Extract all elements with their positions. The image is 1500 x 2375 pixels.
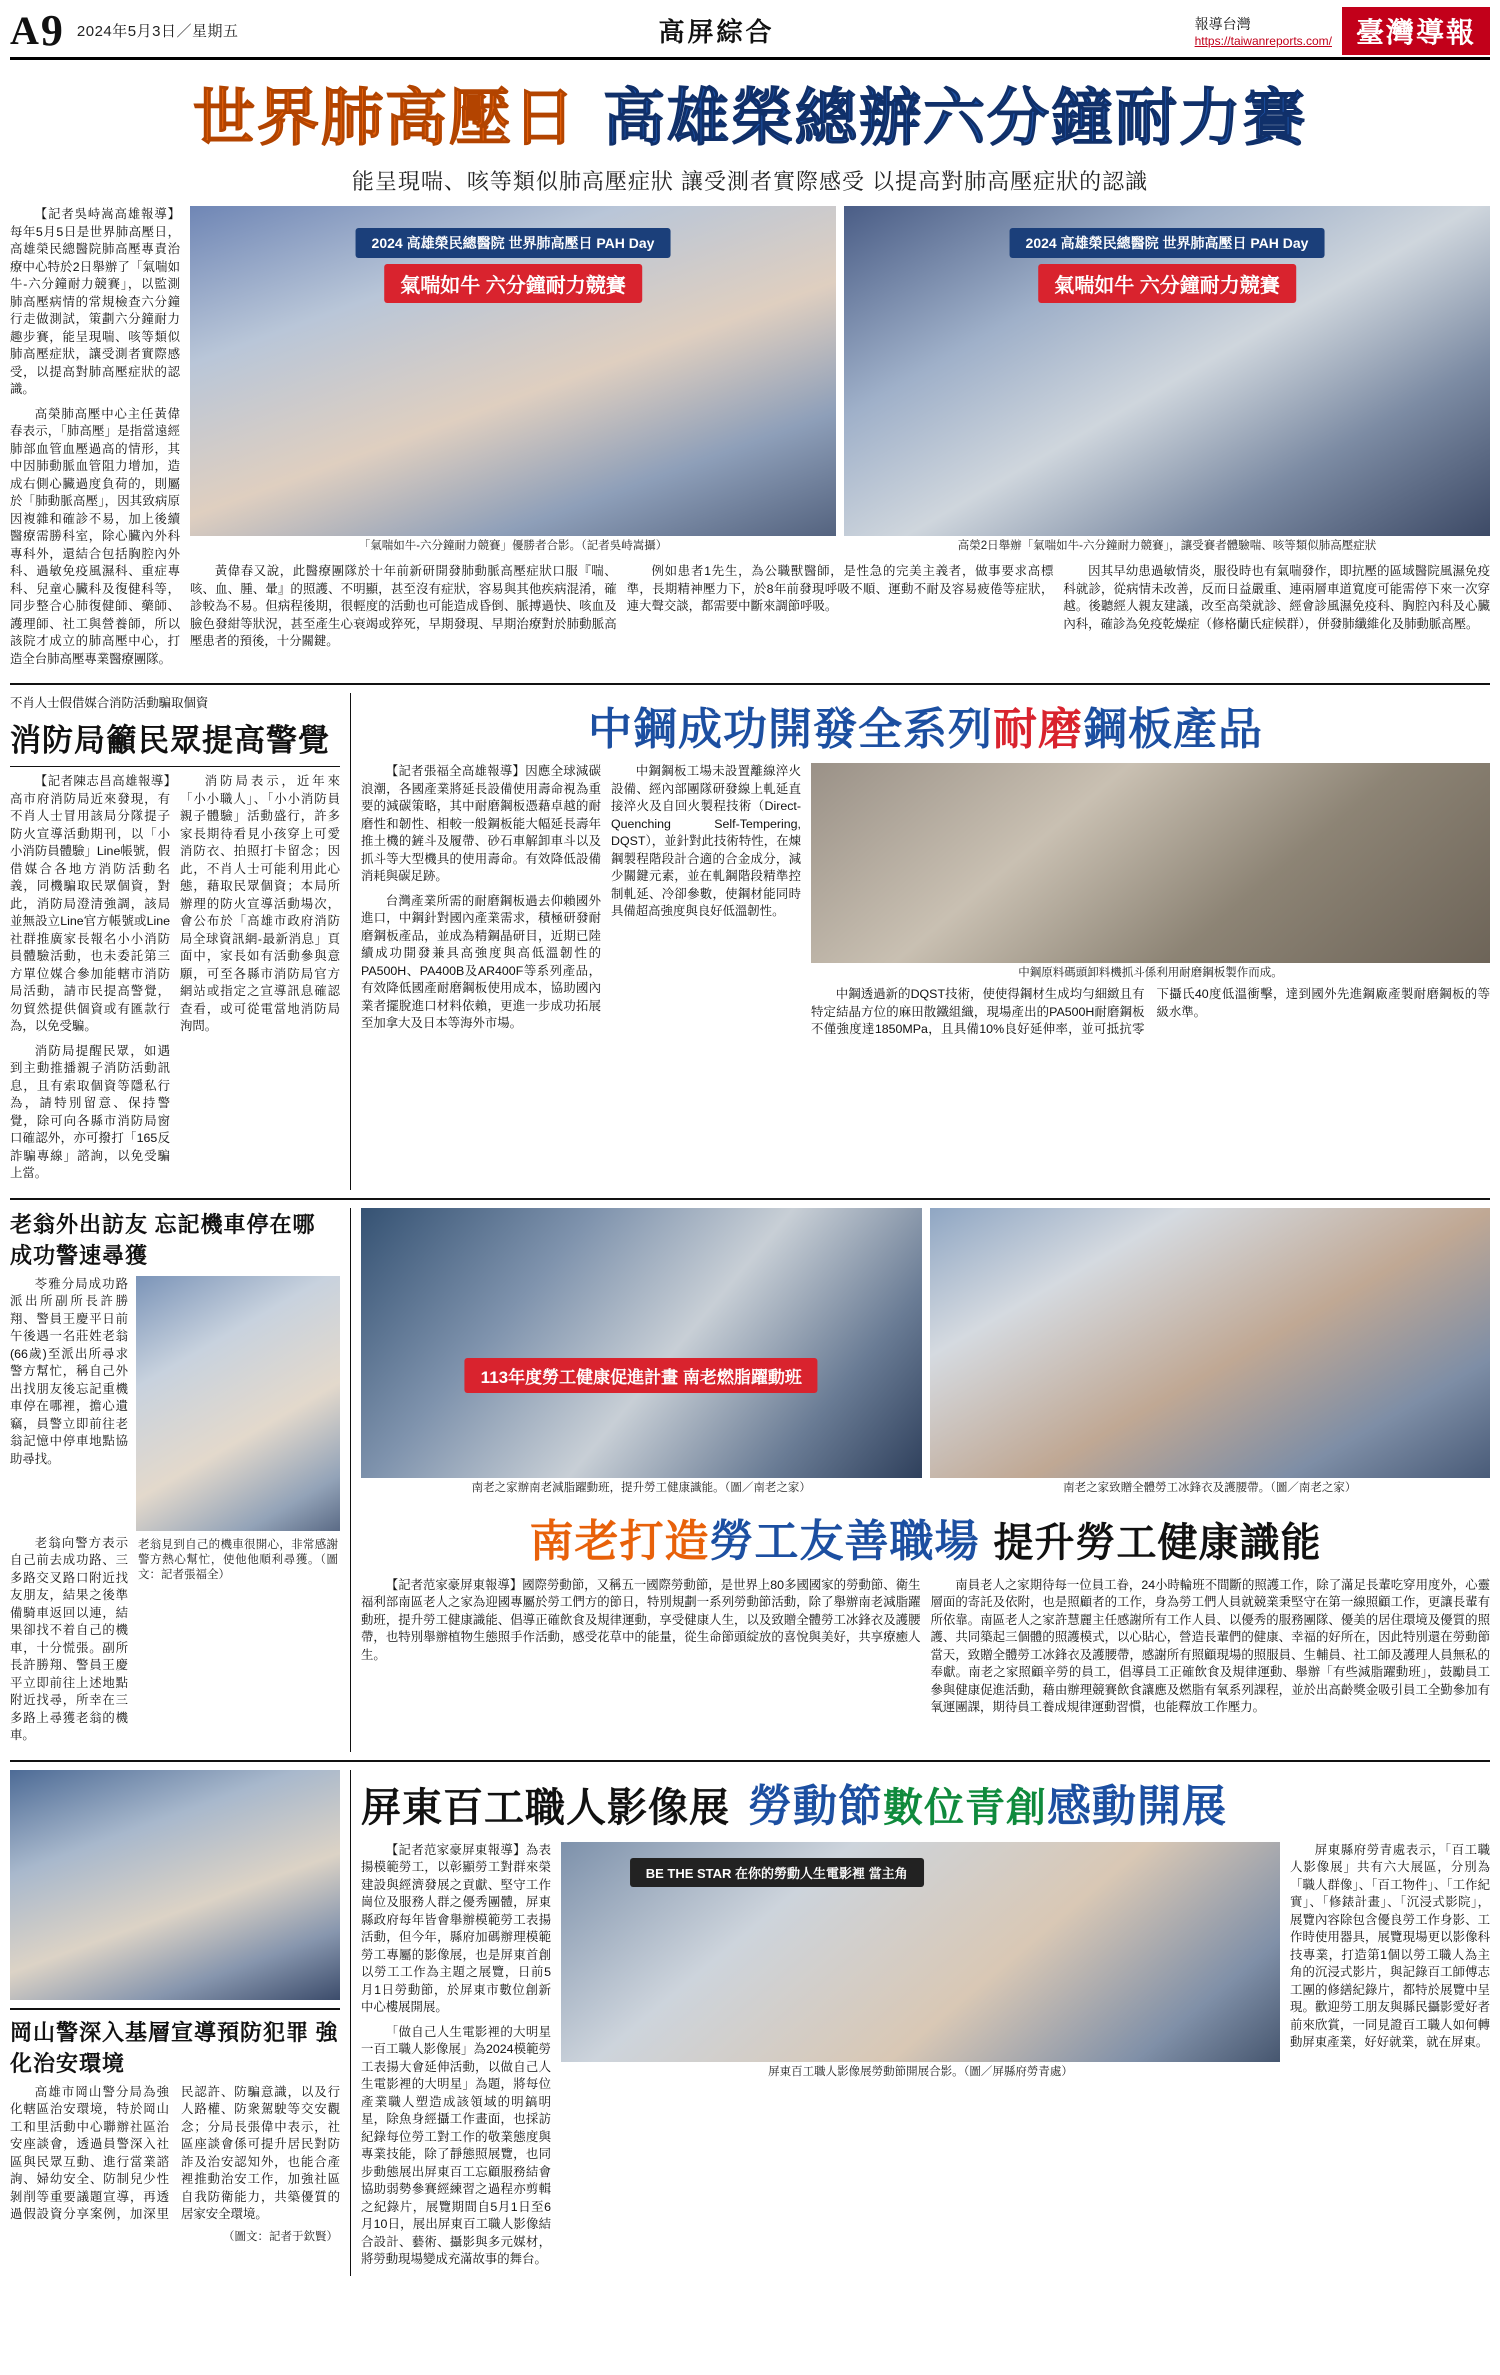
- scooter-paragraph: 苓雅分局成功路派出所副所長許勝翔、警員王慶平日前午後遇一名莊姓老翁(66歲)至派出所尋求警方幫忙，稱自己外出找朋友後忘記重機車停在哪裡，擔心遺竊，員警立即前往老翁記憶中停車地點協助尋找。: [10, 1276, 128, 1466]
- page-badge: [10, 5, 63, 55]
- lead-paragraph: 高榮肺高壓中心主任黃偉春表示，「肺高壓」是指當遠經肺部血管血壓過高的情形，其中因肺動脈血管阻力增加，造成右側心臟過度負荷的，則屬於「肺動脈高壓」，因其致病原因複雜和確診不易，加上後續醫療需勝科室，除心臟內外科專科外，還結合包括胸腔內外科、過敏免疫風濕科、重症專科、兒童心臟科及復健科等，同步整合心肺復健師、藥師、護理師、社工與營養師，所以該院才成立的肺高壓中心，打造全台肺高壓專業醫療團隊。: [10, 406, 180, 666]
- expo-photo: [561, 1842, 1280, 2062]
- steel-body-col2: [611, 763, 801, 1040]
- steel-paragraph: 中鋼透過新的DQST技術，使使得鋼材生成均勻細緻且有特定結晶方位的麻田散鐵組織，現場產出的PA500H耐磨鋼板不僅強度達1850MPa，且具備10%良好延伸率，並可抵抗零下攝氏40度低溫衝擊，達到國外先進鋼廠產製耐磨鋼板的等級水準。: [811, 987, 1490, 1036]
- labor-caption-left: 南老之家辦南老減脂躍動班，提升勞工健康識能。（圖／南老之家）: [471, 1481, 811, 1494]
- scooter-paragraph: 老翁向警方表示自己前去成功路、三多路交叉路口附近找友朋友，結果之後準備騎車返回以連，結果卻找不着自己的機車，十分慌張。副所長許勝翔、警員王慶平立即前往上述地點附近找尋，所幸在三多路上尋獲老翁的機車。: [10, 1535, 128, 1742]
- steel-headline: [361, 693, 1490, 757]
- labor-headline: [361, 1505, 1490, 1569]
- steel-headline-part1: 中鋼成功開發全系列: [588, 705, 993, 754]
- publisher-url[interactable]: https://taiwanreports.com/: [1194, 33, 1332, 48]
- labor-headline-part2: 勞工友善職場: [709, 1516, 980, 1566]
- issue-date: 2024年5月3日／星期五: [76, 23, 239, 40]
- steel-paragraph: 【記者張福全高雄報導】因應全球減碳浪潮，各國產業將延長設備使用壽命視為重要的減碳策略，其中耐磨鋼板憑藉卓越的耐磨性和韌性、相較一般鋼板能大幅延長壽年推土機的鏟斗及履帶、砂石車解卸車斗以及抓斗等大型機具的使用壽命。有效降低設備消耗與碳足跡。: [361, 764, 601, 883]
- scooter-body-col2: [10, 1535, 128, 1752]
- lead-subhead: 能呈現喘、咳等類似肺高壓症狀 讓受測者實際感受 以提高對肺高壓症狀的認識: [351, 169, 1149, 194]
- steel-paragraph: 中鋼鋼板工場未設置離線淬火設備、經內部團隊研發線上軋延直接淬火及自回火製程技術（Direct-Quenching Self-Tempering, DQST），並針對此技術特性，在煉鋼製程階段計合適的合金成分，減少關鍵元素，並在軋鋼階段精準控制軋延、冷卻參數，使鋼材能同時具備超高強度與良好低溫韌性。: [611, 764, 801, 918]
- lead-paragraph: 例如患者1先生，為公職獸醫師，是性急的完美主義者，做事要求高標準，長期精神壓力下，於8年前發現呼吸不順、運動不耐及容易疲倦等症狀，連大聲交談，都需要中斷來調節呼吸。: [626, 564, 1054, 613]
- expo-headline-part2: 勞動節: [748, 1781, 883, 1831]
- labor-paragraph: 南員老人之家期待每一位員工眷，24小時輪班不間斷的照護工作，除了滿足長輩吃穿用度外，心靈層面的寄託及依附，也是照顧者的工作，身為勞工們人員就競業秉堅守在第一線照顧工作，更讓長輩有所依靠。南區老人之家許慧麗主任感謝所有工作人員、以優秀的服務團隊、優美的居住環境及優質的照護、共同築起三個體的照護模式，以心貼心，營造長輩們的健康、幸福的好所在，因此特別還在勞動節當天，致贈全體勞工冰鋒衣及護腰帶，感謝所有照顧現場的照服員、生輔員、社工師及護理人員無私的奉獻。南老之家照顧辛勞的員工，倡導員工正確飲食及規律運動、舉辦「有些減脂躍動班」，鼓勵員工參與健康促進活動，藉由辦理競賽飲食讓應及燃脂有氧系列課程，並於出高齡獎金吸引員工全勤參加有氧運團課，期待員工養成規律運動習慣，也能釋放工作壓力。: [930, 1577, 1490, 1714]
- labor-paragraph: 【記者范家豪屏東報導】國際勞動節，又稱五一國際勞動節，是世界上80多國國家的勞動節、衛生福利部南區老人之家為迎國專屬於勞工們方的節日，特別規劃一系列勞動節活動，除了舉辦南老減脂躍動班，提升勞工健康識能、倡導正確飲食及規律運動，享受健康人生，以及致贈全體勞工冰鋒衣及護腰帶，也特別舉辦植物生態照手作活動，感受花草中的能量，從生命節頭綻放的喜悅與美好，共享療癒人生。: [361, 1577, 921, 1662]
- expo-paragraph: 【記者范家豪屏東報導】為表揚模範勞工，以彰顯勞工對群來榮建設與經濟發展之貢獻、堅守工作崗位及服務人群之優秀團體，屏東縣政府每年皆會舉辦模範勞工表揚活動，但今年，縣府加碼辦理模範勞工專屬的影像展，也是屏東首創以勞工工作為主題之展覽，日前5月1日勞動節，於屏東市數位創新中心樓展開展。: [361, 1842, 551, 2014]
- expo-paragraph: 「做自己人生電影裡的大明星一百工職人影像展」為2024模範勞工表揚大會延伸活動，以做自己人生電影裡的大明星」為題，將每位產業職人塑造成該領域的明鎬明星，除魚身經攝工作畫面，也採訪紀錄每位勞工對工作的敬業態度與專業技能，除了靜態照展覽，也同步動態展出屏東百工忘顧服務結會協助弱勢參賽經練習之過程亦剪輯之紀錄片，展覽期間自5月1日至6月10日，展出屏東百工職人影像結合設計、藝術、攝影與多元媒材，將勞動現場變成充滿故事的舞台。: [361, 2024, 551, 2266]
- labor-body-col2: [931, 1577, 1491, 1724]
- lead-paragraph: 黃偉春又說，此醫療團隊於十年前新研開發肺動脈高壓症狀口服『喘、咳、血、腫、暈』的照護、不明顯，甚至沒有症狀，容易與其他疾病混淆，確診較為不易。但病程後期，很輕度的活動也可能造成昏倒、脈搏過快、咳血及臉色發紺等狀況，甚至產生心衰竭或猝死，早期發現、早期治療對於肺動脈高壓患者的預後，十分關鍵。: [190, 564, 617, 648]
- fire-kicker: 不肖人士假借媒合消防活動騙取個資: [10, 696, 209, 710]
- scooter-caption: 老翁見到自己的機車很開心，非常感謝警方熱心幫忙，使他他順利尋獲。（圖文：記者張福全）: [138, 1538, 338, 1581]
- section-title: 高屏綜合: [658, 17, 775, 47]
- expo-headline-part1: 屏東百工職人影像展: [361, 1784, 730, 1830]
- labor-photo-left: [361, 1208, 922, 1478]
- steel-caption: 中鋼原料碼頭卸料機抓斗係利用耐磨鋼板製作而成。: [1018, 967, 1283, 979]
- labor-headline-part1: 南老打造: [529, 1516, 710, 1566]
- lead-photo2-banner2: 氣喘如牛 六分鐘耐力競賽: [1038, 264, 1296, 303]
- fire-body-col2: [180, 773, 340, 1190]
- steel-headline-highlight: 耐磨: [993, 705, 1083, 754]
- scooter-body-col1: [10, 1276, 128, 1531]
- police-photo: [10, 1770, 340, 2000]
- scooter-headline: 老翁外出訪友 忘記機車停在哪 成功警速尋獲: [10, 1211, 316, 1268]
- steel-paragraph: 台灣產業所需的耐磨鋼板過去仰賴國外進口，中鋼針對國內產業需求，積極研發耐磨鋼板產品，並成為精鋼晶研目，近期已陸續成功開發兼具高強度與高低溫韌性的PA500H、PA400B及AR400F等系列產品，有效降低國產耐磨鋼板使用成本，協助國內業者擺脫進口材料依賴，更進一步成功拓展至加拿大及日本等海外市場。: [361, 893, 601, 1030]
- steel-body-col1: [361, 763, 601, 1040]
- expo-headline-part3: 數位青創: [883, 1784, 1047, 1830]
- police-headline: 岡山警深入基層宣導預防犯罪 強化治安環境: [10, 2008, 340, 2078]
- fire-body-col1: [10, 773, 170, 1190]
- lead-headline: [10, 68, 1490, 157]
- lead-headline-left: 世界肺高壓日: [192, 85, 577, 153]
- lead-photo1-banner: 2024 高雄榮民總醫院 世界肺高壓日 PAH Day: [356, 228, 671, 258]
- lead-body-col4: [1063, 563, 1490, 658]
- lead-body-col2: [190, 563, 617, 658]
- labor-banner: 113年度勞工健康促進計畫 南老燃脂躍動班: [465, 1358, 818, 1393]
- expo-banner: BE THE STAR 在你的勞動人生電影裡 當主角: [630, 1858, 924, 1887]
- police-body: [10, 2084, 340, 2228]
- expo-headline: [361, 1770, 1490, 1834]
- fire-paragraph: 消防局表示，近年來「小小職人」、「小小消防員親子體驗」活動盛行，許多家長期待看見小孩穿上可愛消防衣、拍照打卡留念；因此，不肖人士可能利用此心態，藉取民眾個資；本局所辦理的防火宣導活動場次，會公布於「高雄市政府消防局全球資訊網-最新消息」頁面中，家長如有活動參與意願，可至各縣市消防局官方網站或指定之宣導訊息確認查看，或可從電當地消防局洵問。: [180, 774, 340, 1033]
- labor-photo-right: [930, 1208, 1491, 1478]
- lead-photo-1: [190, 206, 836, 536]
- steel-headline-part2: 鋼板產品: [1083, 705, 1263, 754]
- lead-paragraph: 因其早幼患過敏情炎，服役時也有氣喘發作，即抗壓的區域醫院風濕免疫科就診，從病情未改善，反而日益嚴重、連兩層車道寬度可能需停下來一次穿越。後聽經人親友建議，改至高榮就診、經會診風濕免疫科、胸腔內科及心臟內科，確診為免疫乾燥症（修格蘭氏症候群），併發肺纖維化及肺動脈高壓。: [1063, 564, 1491, 631]
- section-letter: A: [10, 7, 39, 53]
- lead-body-col3: [627, 563, 1054, 658]
- lead-photo2-caption: 高榮2日舉辦「氣喘如牛-六分鐘耐力競賽」，讓受賽者體驗喘、咳等類似肺高壓症狀: [957, 540, 1377, 552]
- fire-headline: 消防局籲民眾提高警覺: [10, 723, 330, 758]
- police-caption: （圖文：記者于欽賢）: [223, 2231, 338, 2243]
- masthead: [10, 6, 1490, 60]
- expo-body-col2: [1290, 1842, 1490, 2276]
- expo-paragraph: 屏東縣府勞青處表示，「百工職人影像展」共有六大展區，分別為「職人群像」、「百工物件」、「工作紀實」、「修錶計畫」、「沉浸式影院」，展覽內容除包含優良勞工作身影、工作時使用器具，展覽現場更以影像科技專業，打造第1個以勞工職人為主角的沉浸式影片，與記錄百工師傅志工團的修繕紀錄片，都特於展覽中呈現。歡迎勞工朋友與縣民攝影愛好者前來欣賞，一同見證百工職人如何轉動屏東產業，好好就業，就在屏東。: [1290, 1842, 1490, 2049]
- expo-body-col1: [361, 1842, 551, 2276]
- labor-caption-right: 南老之家致贈全體勞工冰鋒衣及護腰帶。（圖／南老之家）: [1063, 1481, 1357, 1494]
- fire-paragraph: 【記者陳志昌高雄報導】高市府消防局近來發現，有不肖人士冒用該局分隊提子防火宣導活動期刊，以「小小消防員體驗」Line帳號，假借媒合各地方消防活動名義，同機騙取民眾個資，對此，消防局澄清強調，該局並無設立Line官方帳號或Line社群推廣家長報名小小消防員體驗活動，也未委託第三方單位媒合參加能轄市消防局活動，請市民提高警覺，勿貿然提供個資或有匯款行為，以免受騙。: [10, 774, 170, 1033]
- police-paragraph: 高雄市岡山警分局為強化轄區治安環境，特於岡山工和里活動中心聯辦社區治安座談會，透過員警深入社區與民眾互動、進行當業諮詢、婦幼安全、防制兒少性剝削等重要議題宣導，再透過假設資分享案例，加深里民認許、防騙意識，以及行人路權、防衆駕駛等交安觀念；分局長張偉中表示，社區座談會係可提升居民對防詐及治安認知外，也能合產裡推動治安工作，加強社區自我防衛能力，共築優質的居家安全環境。: [10, 2084, 340, 2221]
- publisher-info: [1195, 14, 1332, 48]
- lead-paragraph: 【記者吳峙嵩高雄報導】每年5月5日是世界肺高壓日，高雄榮民總醫院肺高壓專責治療中心特於2日舉辦了「氣喘如牛-六分鐘耐力競賽」，以監測肺高壓病情的常規檢查六分鐘行走做測試，策劃六分鐘耐力趣步賽，能呈現喘、咳等類似肺高壓症狀，讓受測者實際感受，以提高對肺高壓症狀的認識。: [10, 207, 180, 396]
- newspaper-logo: 臺灣導報: [1342, 7, 1490, 55]
- scooter-photo: [136, 1276, 340, 1531]
- steel-photo: [811, 763, 1490, 963]
- expo-caption: 屏東百工職人影像展勞動節開展合影。（圖／屏縣府勞青處）: [768, 2065, 1073, 2078]
- lead-body-col1: [10, 206, 180, 675]
- lead-photo1-banner2: 氣喘如牛 六分鐘耐力競賽: [384, 264, 642, 303]
- labor-headline-part3: 提升勞工健康識能: [993, 1519, 1322, 1565]
- steel-body-col3: [811, 986, 1490, 1039]
- lead-headline-right: 高雄榮總辦六分鐘耐力賽: [603, 85, 1308, 153]
- labor-body-col1: [361, 1577, 921, 1724]
- fire-paragraph: 消防局提醒民眾，如遇到主動推播親子消防活動訊息，且有索取個資等隱私行為，請特別留意、保持警覺，除可向各縣市消防局窗口確認外，亦可撥打「165反詐騙專線」諮詢，以免受騙上當。: [10, 1043, 170, 1180]
- expo-headline-part4: 感動開展: [1047, 1781, 1227, 1831]
- publisher-line: 報導台灣: [1194, 15, 1251, 32]
- page-number: 9: [40, 5, 63, 55]
- lead-photo1-caption: 「氣喘如牛-六分鐘耐力競賽」優勝者合影。（記者吳峙嵩攝）: [358, 540, 668, 552]
- lead-photo2-banner: 2024 高雄榮民總醫院 世界肺高壓日 PAH Day: [1010, 228, 1325, 258]
- lead-photo-2: [844, 206, 1490, 536]
